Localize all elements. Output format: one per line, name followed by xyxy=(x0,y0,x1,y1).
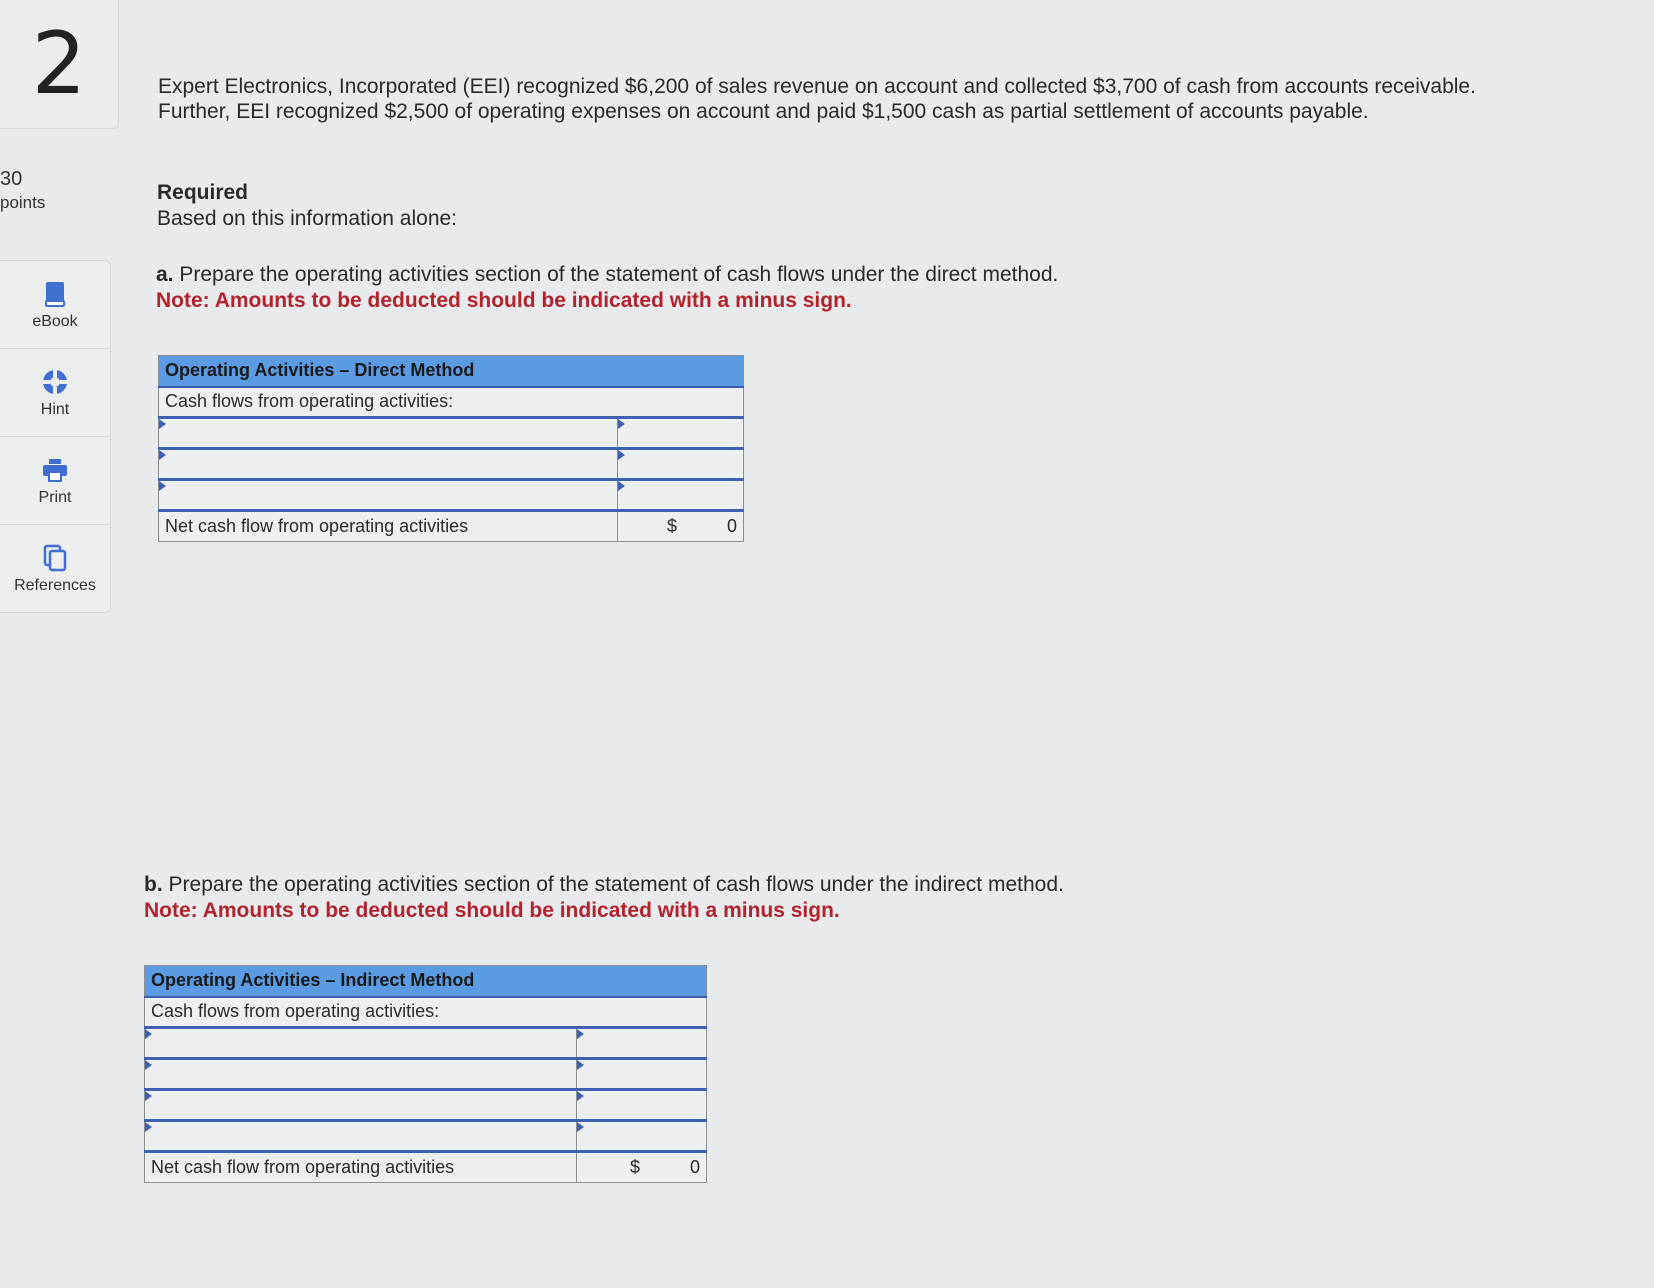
hint-button[interactable] xyxy=(0,349,110,437)
cell-flag-icon xyxy=(159,419,166,429)
indirect-amount-input-4[interactable] xyxy=(577,1122,706,1150)
direct-method-subheader: Cash flows from operating activities: xyxy=(159,387,744,418)
indirect-amount-cell[interactable] xyxy=(577,1059,707,1090)
direct-total-value: 0 xyxy=(726,516,737,536)
indirect-label-input-3[interactable] xyxy=(145,1091,576,1119)
cell-flag-icon xyxy=(577,1122,584,1132)
ebook-label: eBook xyxy=(32,312,78,330)
part-b-note: Note: Amounts to be deducted should be indicated with a minus sign. xyxy=(144,899,840,922)
points-value: 30 xyxy=(0,168,23,190)
indirect-total-currency: $ xyxy=(629,1157,640,1177)
cell-flag-icon xyxy=(618,481,625,491)
points-label: points xyxy=(0,193,46,212)
indirect-amount-cell[interactable] xyxy=(577,1121,707,1152)
part-a-text: Prepare the operating activities section of the statement of cash flows under the direct method. xyxy=(179,263,1059,286)
table-row xyxy=(145,1121,707,1152)
side-toolbar xyxy=(0,260,111,613)
cell-flag-icon xyxy=(577,1029,584,1039)
indirect-total-value: 0 xyxy=(689,1157,700,1177)
direct-amount-cell[interactable] xyxy=(618,449,744,480)
indirect-label-cell[interactable] xyxy=(145,1028,577,1059)
part-b-instruction xyxy=(144,872,1064,924)
cell-flag-icon xyxy=(618,419,625,429)
cell-flag-icon xyxy=(159,481,166,491)
print-label: Print xyxy=(38,488,72,506)
book-icon xyxy=(40,279,70,309)
indirect-total-amount xyxy=(577,1152,707,1183)
references-button[interactable] xyxy=(0,525,110,612)
indirect-method-title: Operating Activities – Indirect Method xyxy=(145,966,707,997)
indirect-label-cell[interactable] xyxy=(145,1059,577,1090)
indirect-label-cell[interactable] xyxy=(145,1090,577,1121)
lifebuoy-icon xyxy=(40,367,70,397)
problem-statement xyxy=(158,74,1518,124)
indirect-amount-input-2[interactable] xyxy=(577,1060,706,1088)
required-text: Based on this information alone: xyxy=(157,207,458,230)
direct-label-input-1[interactable] xyxy=(159,419,617,447)
direct-label-input-3[interactable] xyxy=(159,481,617,509)
indirect-label-input-2[interactable] xyxy=(145,1060,576,1088)
direct-amount-input-2[interactable] xyxy=(618,450,743,478)
direct-total-amount xyxy=(618,511,744,542)
part-b-text: Prepare the operating activities section of the statement of cash flows under the indirect method. xyxy=(168,873,1064,896)
direct-amount-input-3[interactable] xyxy=(618,481,743,509)
indirect-amount-input-1[interactable] xyxy=(577,1029,706,1057)
part-b-letter: b. xyxy=(144,873,163,896)
part-a-letter: a. xyxy=(156,263,174,286)
indirect-label-input-1[interactable] xyxy=(145,1029,576,1057)
direct-amount-cell[interactable] xyxy=(618,480,744,511)
part-a-note: Note: Amounts to be deducted should be indicated with a minus sign. xyxy=(156,289,852,312)
direct-label-cell[interactable] xyxy=(159,418,618,449)
cell-flag-icon xyxy=(618,450,625,460)
direct-method-title: Operating Activities – Direct Method xyxy=(159,356,744,387)
hint-label: Hint xyxy=(40,400,70,418)
direct-label-cell[interactable] xyxy=(159,449,618,480)
copy-icon xyxy=(40,543,70,573)
direct-amount-cell[interactable] xyxy=(618,418,744,449)
indirect-total-label: Net cash flow from operating activities xyxy=(145,1152,577,1183)
indirect-method-subheader: Cash flows from operating activities: xyxy=(145,997,707,1028)
cell-flag-icon xyxy=(159,450,166,460)
direct-method-table xyxy=(158,355,744,542)
part-a-instruction xyxy=(156,262,1058,314)
direct-label-cell[interactable] xyxy=(159,480,618,511)
direct-total-currency: $ xyxy=(666,516,677,536)
cell-flag-icon xyxy=(145,1029,152,1039)
table-row xyxy=(145,1028,707,1059)
table-row xyxy=(159,449,744,480)
table-row xyxy=(145,1090,707,1121)
indirect-label-cell[interactable] xyxy=(145,1121,577,1152)
points-display xyxy=(0,168,45,213)
indirect-amount-input-3[interactable] xyxy=(577,1091,706,1119)
cell-flag-icon xyxy=(145,1091,152,1101)
cell-flag-icon xyxy=(145,1122,152,1132)
required-heading: Required xyxy=(157,181,249,204)
table-row xyxy=(159,480,744,511)
indirect-amount-cell[interactable] xyxy=(577,1028,707,1059)
print-button[interactable] xyxy=(0,437,110,525)
indirect-method-table xyxy=(144,965,707,1183)
cell-flag-icon xyxy=(577,1060,584,1070)
direct-label-input-2[interactable] xyxy=(159,450,617,478)
printer-icon xyxy=(40,455,70,485)
cell-flag-icon xyxy=(577,1091,584,1101)
direct-amount-input-1[interactable] xyxy=(618,419,743,447)
indirect-amount-cell[interactable] xyxy=(577,1090,707,1121)
cell-flag-icon xyxy=(145,1060,152,1070)
direct-total-label: Net cash flow from operating activities xyxy=(159,511,618,542)
references-label: References xyxy=(14,576,96,594)
ebook-button[interactable] xyxy=(0,261,110,349)
table-row xyxy=(159,418,744,449)
indirect-label-input-4[interactable] xyxy=(145,1122,576,1150)
required-section xyxy=(157,180,457,232)
problem-intro: Expert Electronics, Incorporated (EEI) recognized $6,200 of sales revenue on account and collected $3,700 of cash from accounts receivable. Further, EEI recognized $2,500 of operating expenses on account and paid $1,500 cash as partial settlement of accounts payable. xyxy=(158,75,1476,123)
question-number: 2 xyxy=(0,0,119,129)
table-row xyxy=(145,1059,707,1090)
